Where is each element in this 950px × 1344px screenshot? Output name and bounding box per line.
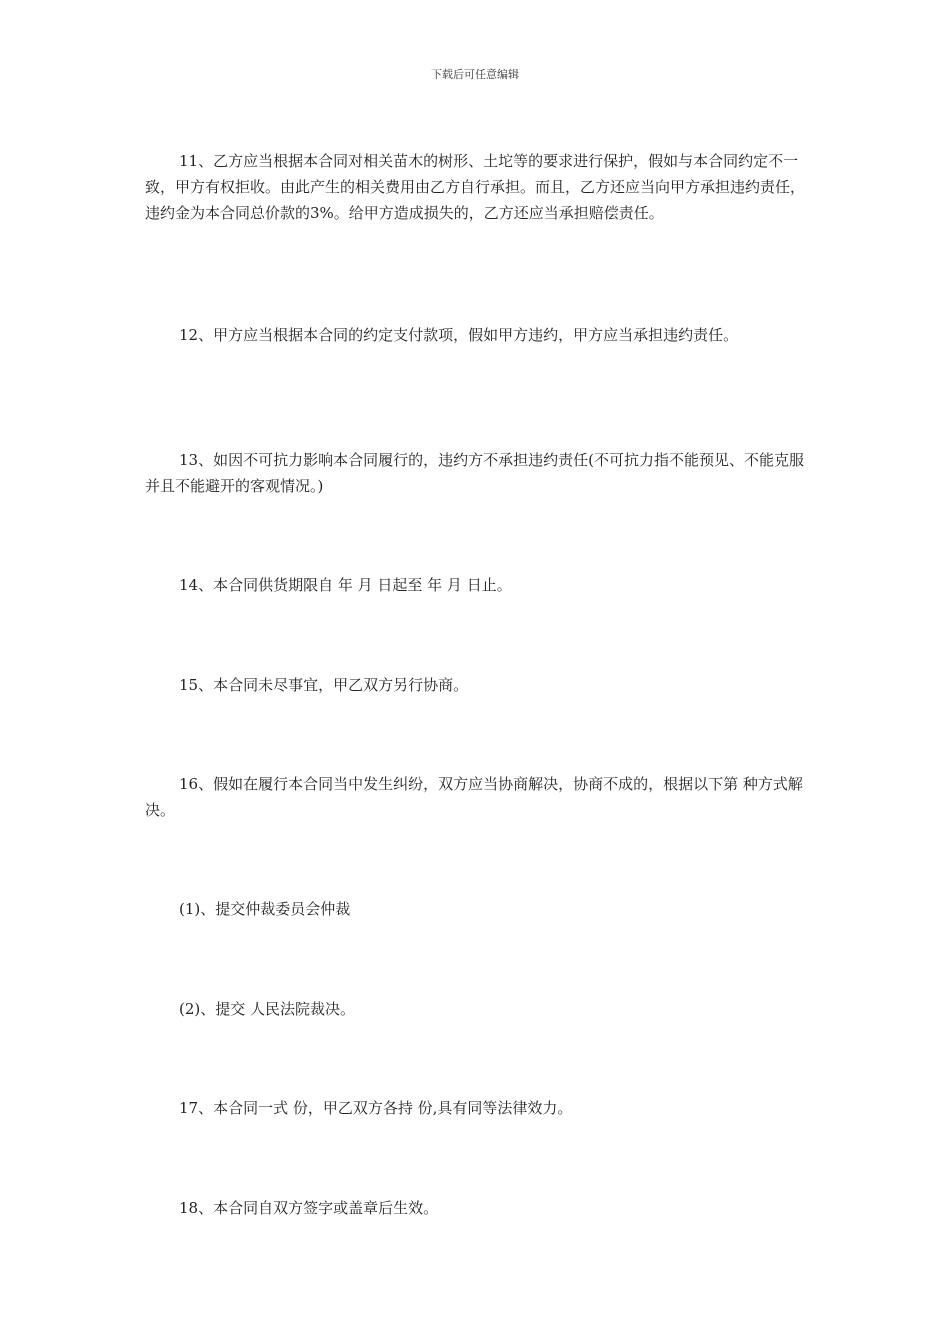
clause-11: 11、乙方应当根据本合同对相关苗木的树形、土坨等的要求进行保护，假如与本合同约定不一致，甲方有权拒收。由此产生的相关费用由乙方自行承担。而且，乙方还应当向甲方承担违约责任，违约金为本合同总价款的3%。给甲方造成损失的，乙方还应当承担赔偿责任。	[145, 152, 806, 222]
page-header: 下载后可任意编辑	[431, 68, 519, 81]
clause-14: 14、本合同供货期限自 年 月 日起至 年 月 日止。	[179, 576, 512, 594]
clause-15: 15、本合同未尽事宜，甲乙双方另行协商。	[179, 676, 469, 694]
clause-16-option-1: (1)、提交仲裁委员会仲裁	[179, 900, 351, 918]
clause-18: 18、本合同自双方签字或盖章后生效。	[179, 1199, 439, 1217]
clause-16: 16、假如在履行本合同当中发生纠纷，双方应当协商解决，协商不成的，根据以下第 种方式解决。	[145, 775, 803, 819]
clause-12: 12、甲方应当根据本合同的约定支付款项，假如甲方违约，甲方应当承担违约责任。	[179, 326, 739, 344]
clause-13: 13、如因不可抗力影响本合同履行的，违约方不承担违约责任(不可抗力指不能预见、不能克服并且不能避开的客观情况。)	[145, 451, 804, 495]
clause-16-option-2: (2)、提交 人民法院裁决。	[179, 1000, 356, 1018]
clause-17: 17、本合同一式 份，甲乙双方各持 份,具有同等法律效力。	[179, 1099, 573, 1117]
